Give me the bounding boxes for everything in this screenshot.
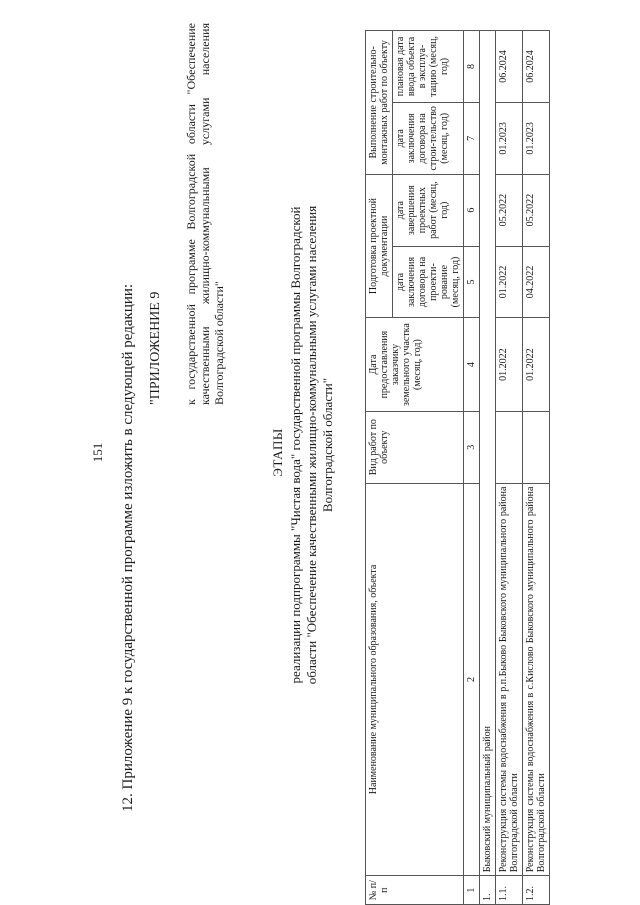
header-design: Подготовка проектной документации xyxy=(366,174,393,318)
header-construction: Выполнение строительно-монтажных работ по объекту xyxy=(366,31,393,175)
design-done-date: 05.2022 xyxy=(496,174,523,246)
row-no: 1. xyxy=(480,876,496,905)
col-number: 2 xyxy=(464,483,480,876)
page-number: 151 xyxy=(90,442,105,463)
header-design-contract: дата заключения договора на проекти-рование (месяц, год) xyxy=(393,246,464,318)
commission-date: 06.2024 xyxy=(496,31,523,103)
col-number: 4 xyxy=(464,318,480,411)
header-commission: плановая дата ввода объекта в эксплуа-тацию (месяц, год) xyxy=(393,31,464,103)
amendment-item: 12. Приложение 9 к государственной программе изложить в следующей редакции: xyxy=(120,283,136,812)
document-subtitle: реализации подпрограммы "Чистая вода" государственной программы Волгоградской области "Обеспечение качественными жилищно-коммунальными услугами населения Волгоградской области" xyxy=(288,205,335,685)
object-name: Реконструкция системы водоснабжения в р.п.Быково Быковского муниципального района Волгоградской области xyxy=(496,483,523,876)
work-type xyxy=(523,411,550,483)
land-date: 01.2022 xyxy=(496,318,523,411)
col-number: 5 xyxy=(464,246,480,318)
constr-contract-date: 01.2023 xyxy=(523,102,550,174)
appendix-block xyxy=(148,23,226,405)
header-land-date: Дата предоставления заказчику земельного участка (месяц, год) xyxy=(366,318,464,411)
work-type xyxy=(496,411,523,483)
col-number: 8 xyxy=(464,31,480,103)
design-done-date: 05.2022 xyxy=(523,174,550,246)
header-design-done: дата завершения проектных работ (месяц, год) xyxy=(393,174,464,246)
appendix-text: к государственной программе Волгоградской области "Обеспечение качественными жилищно-коммунальными услугами населения Волгоградской области" xyxy=(184,23,226,405)
table-row xyxy=(496,31,523,905)
header-work-type: Вид работ по объекту xyxy=(366,411,464,483)
constr-contract-date: 01.2023 xyxy=(496,102,523,174)
row-no: 1.1. xyxy=(496,876,523,905)
header-name: Наименование муниципального образования, объекта xyxy=(366,483,464,876)
design-contract-date: 04.2022 xyxy=(523,246,550,318)
land-date: 01.2022 xyxy=(523,318,550,411)
commission-date: 06.2024 xyxy=(523,31,550,103)
stages-table xyxy=(365,30,550,905)
col-number: 3 xyxy=(464,411,480,483)
header-no: № п/п xyxy=(366,876,464,905)
district-name: Быковский муниципальный район xyxy=(480,31,496,876)
col-number: 7 xyxy=(464,102,480,174)
appendix-title: "ПРИЛОЖЕНИЕ 9 xyxy=(148,291,163,405)
document-heading: ЭТАПЫ xyxy=(270,428,285,477)
table-row-district xyxy=(480,31,496,905)
row-no: 1.2. xyxy=(523,876,550,905)
object-name: Реконструкция системы водоснабжения в с.Кислово Быковского муниципального района Волгоградской области xyxy=(523,483,550,876)
header-row-1 xyxy=(366,31,393,905)
table-row xyxy=(523,31,550,905)
col-number: 6 xyxy=(464,174,480,246)
header-constr-contract: дата заключения договора на строи-тельство (месяц, год) xyxy=(393,102,464,174)
col-number: 1 xyxy=(464,876,480,905)
column-number-row xyxy=(464,31,480,905)
design-contract-date: 01.2022 xyxy=(496,246,523,318)
